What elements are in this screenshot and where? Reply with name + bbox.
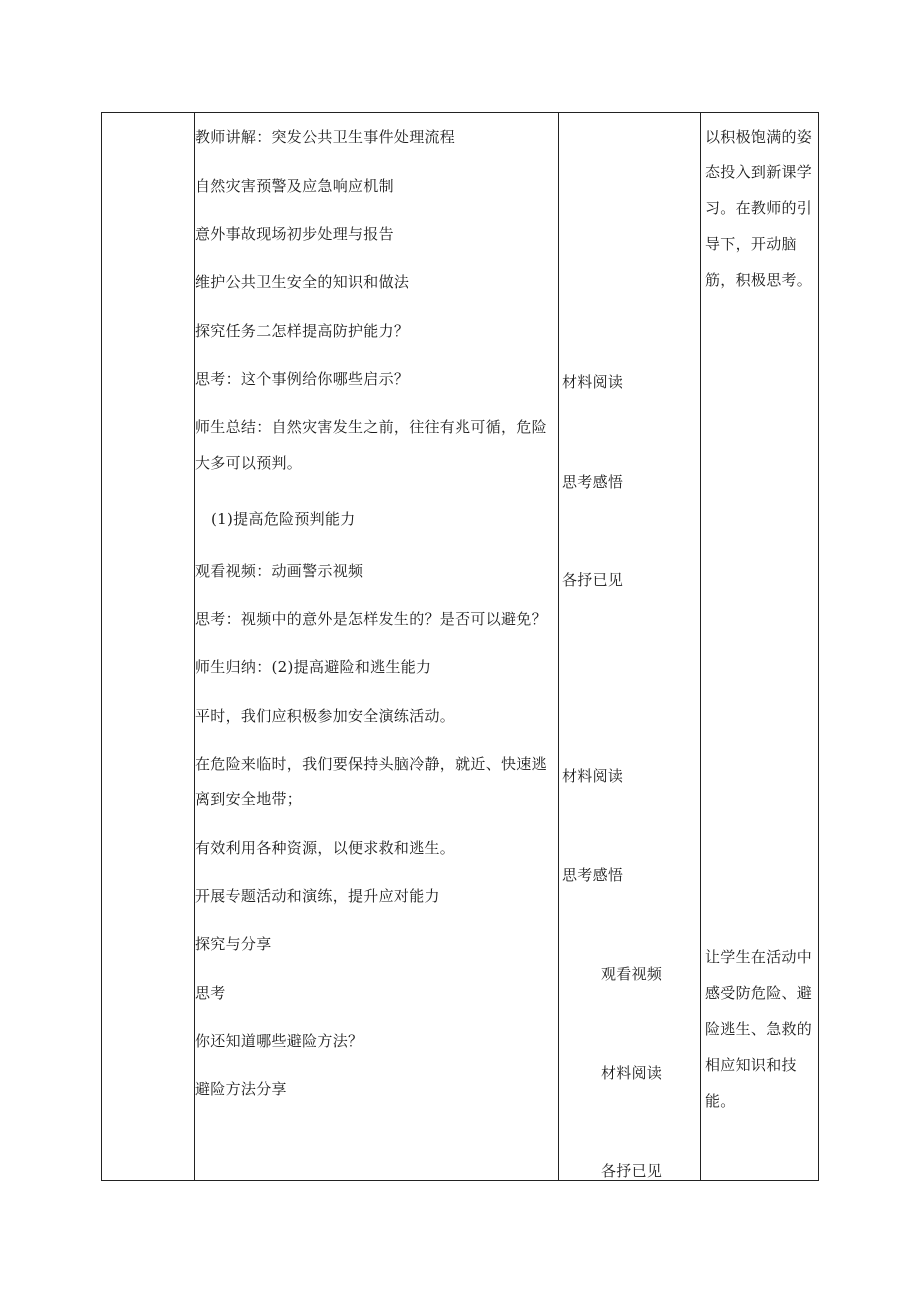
- teacher-line: 探究任务二怎样提高防护能力？: [195, 322, 410, 340]
- intent-line: 险逃生、急救的: [705, 1020, 813, 1038]
- stage-column: [102, 113, 194, 1180]
- intent-line: 感受防危险、避: [705, 984, 813, 1002]
- student-line: 材料阅读: [562, 767, 624, 785]
- teacher-line: 自然灾害预警及应急响应机制: [195, 177, 394, 195]
- student-line: 观看视频: [601, 965, 663, 983]
- teacher-line: 思考: [195, 984, 226, 1002]
- intent-line: 以积极饱满的姿: [705, 128, 813, 146]
- student-activity-column: [559, 113, 699, 1180]
- lesson-plan-table: [101, 112, 819, 1181]
- intent-line: 能。: [705, 1092, 736, 1110]
- design-intent-column: [701, 113, 819, 1180]
- teacher-line: (1)提高危险预判能力: [211, 510, 356, 528]
- teacher-line: 探究与分享: [195, 935, 272, 953]
- teacher-line: 师生归纳：(2)提高避险和逃生能力: [195, 658, 432, 676]
- teacher-line: 离到安全地带；: [195, 790, 303, 808]
- teacher-line: 思考：视频中的意外是怎样发生的？是否可以避免？: [195, 610, 547, 628]
- teacher-activity-column: [195, 113, 557, 1180]
- student-line: 材料阅读: [601, 1064, 663, 1082]
- intent-line: 态投入到新课学: [705, 163, 813, 181]
- teacher-line: 观看视频：动画警示视频: [195, 562, 364, 580]
- student-line: 各抒已见: [601, 1162, 663, 1180]
- teacher-line: 避险方法分享: [195, 1080, 287, 1098]
- teacher-line: 在危险来临时，我们要保持头脑冷静，就近、快速逃: [195, 755, 547, 773]
- student-line: 各抒已见: [562, 571, 624, 589]
- teacher-line: 意外事故现场初步处理与报告: [195, 225, 394, 243]
- teacher-line: 教师讲解：突发公共卫生事件处理流程: [195, 128, 456, 146]
- student-line: 思考感悟: [562, 473, 624, 491]
- teacher-line: 思考：这个事例给你哪些启示？: [195, 370, 410, 388]
- teacher-line: 大多可以预判。: [195, 454, 303, 472]
- intent-line: 导下，开动脑: [705, 235, 797, 253]
- teacher-line: 师生总结：自然灾害发生之前，往往有兆可循，危险: [195, 418, 547, 436]
- intent-line: 筋，积极思考。: [705, 271, 813, 289]
- teacher-line: 维护公共卫生安全的知识和做法: [195, 273, 410, 291]
- teacher-line: 开展专题活动和演练，提升应对能力: [195, 887, 440, 905]
- intent-line: 相应知识和技: [705, 1056, 797, 1074]
- student-line: 思考感悟: [562, 866, 624, 884]
- teacher-line: 平时，我们应积极参加安全演练活动。: [195, 707, 456, 725]
- intent-line: 习。在教师的引: [705, 199, 813, 217]
- intent-line: 让学生在活动中: [705, 948, 813, 966]
- teacher-line: 你还知道哪些避险方法？: [195, 1032, 364, 1050]
- teacher-line: 有效利用各种资源，以便求救和逃生。: [195, 839, 456, 857]
- student-line: 材料阅读: [562, 373, 624, 391]
